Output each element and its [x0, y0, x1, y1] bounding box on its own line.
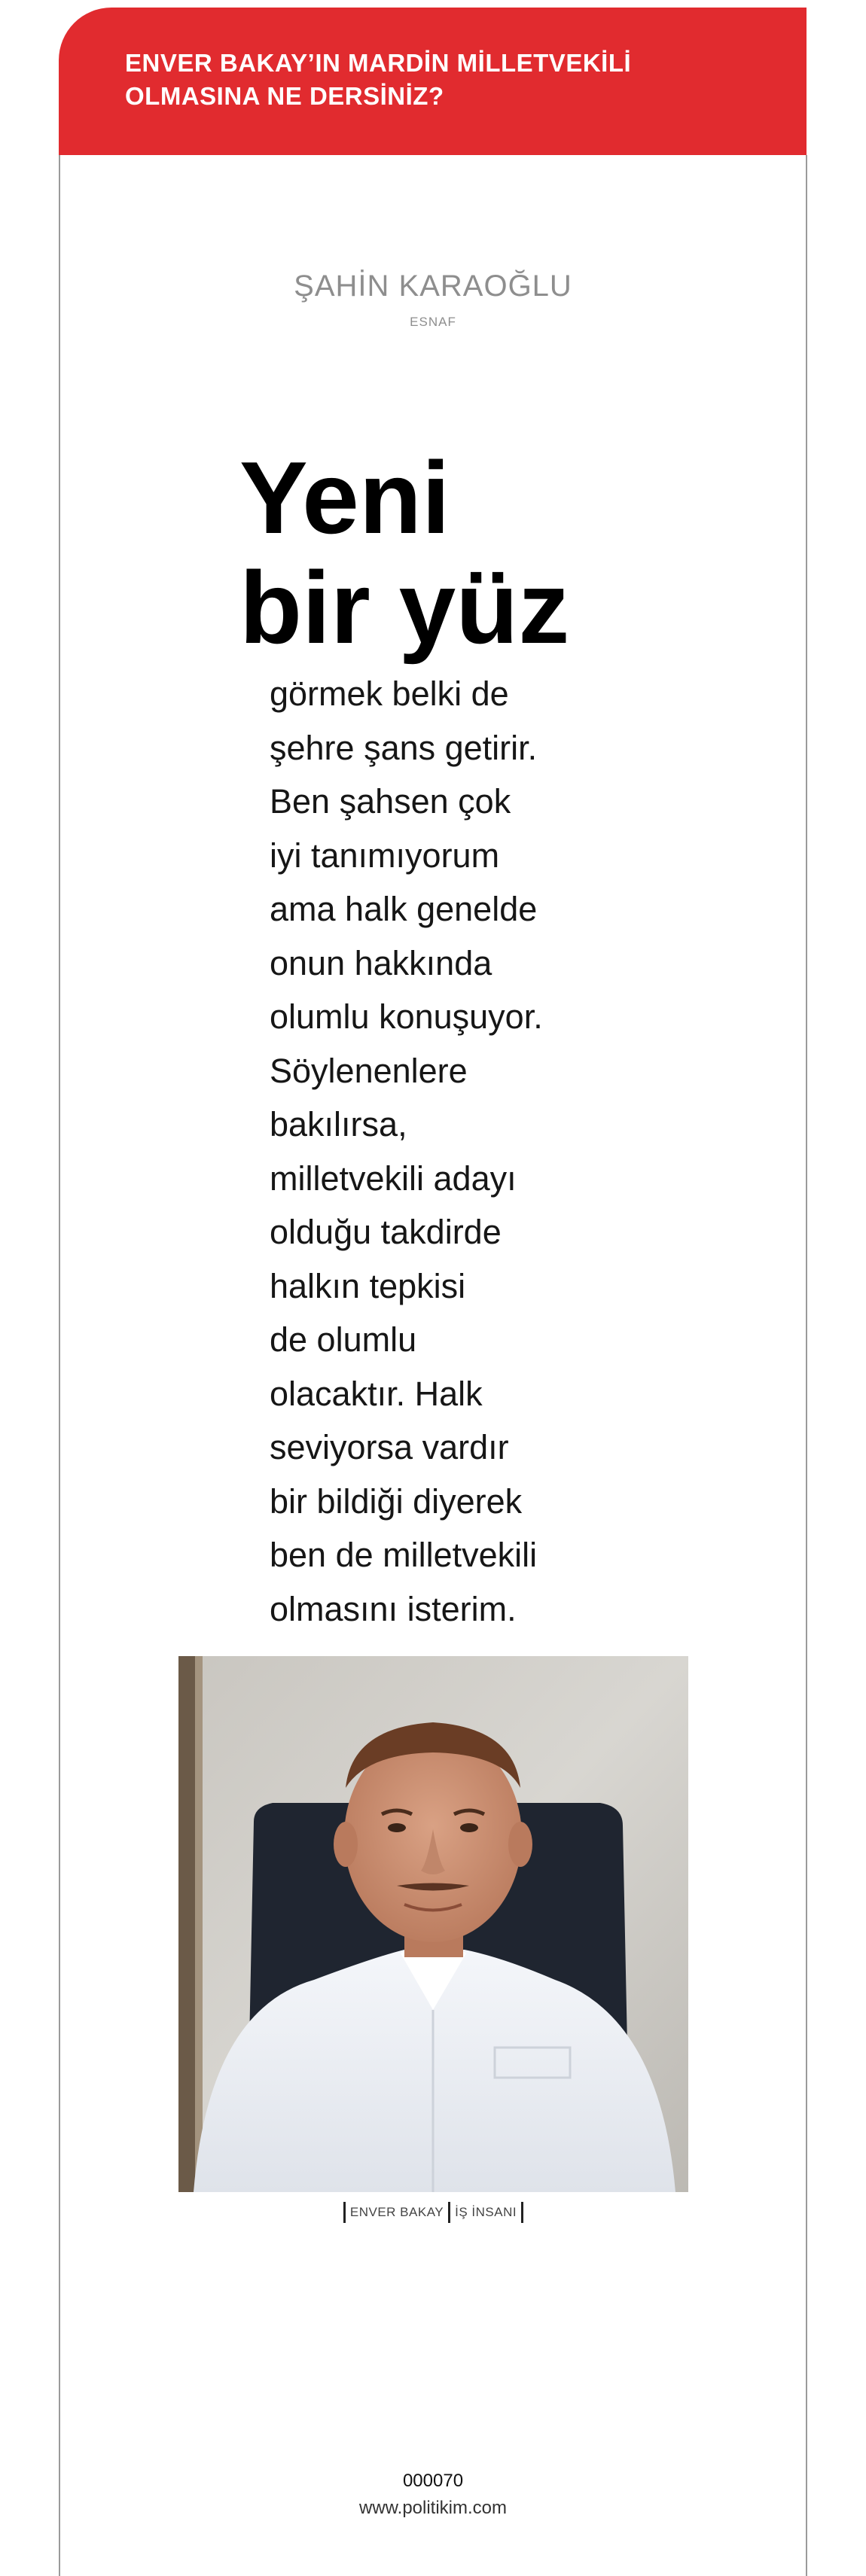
article-body: [270, 667, 601, 1636]
author-title: ESNAF: [410, 315, 456, 329]
body-line: olduğu takdirde: [270, 1213, 502, 1251]
lead-text: [239, 440, 570, 665]
author-name: ŞAHİN KARAOĞLU: [294, 269, 572, 303]
body-line: görmek belki de: [270, 674, 509, 713]
caption-divider: [448, 2202, 450, 2223]
body-line: Söylenenlere: [270, 1051, 468, 1090]
lead-line-1: Yeni: [239, 440, 450, 555]
headline-line-2: OLMASINA NE DERSİNİZ?: [125, 82, 444, 110]
headline-line-1: ENVER BAKAY’IN MARDİN MİLLETVEKİLİ: [125, 49, 632, 77]
body-line: olumlu konuşuyor.: [270, 997, 543, 1036]
website-link[interactable]: www.politikim.com: [358, 2498, 508, 2518]
caption-name: ENVER BAKAY: [349, 2205, 444, 2219]
body-line: onun hakkında: [270, 943, 492, 982]
portrait-photo: [178, 1656, 688, 2192]
body-line: olacaktır. Halk: [270, 1374, 483, 1413]
body-line: ben de milletvekili: [270, 1536, 538, 1574]
body-line: halkın tepkisi: [270, 1266, 466, 1305]
body-line: bir bildiği diyerek: [270, 1481, 523, 1521]
body-line: iyi tanımıyorum: [270, 836, 500, 875]
body-line: de olumlu: [270, 1320, 417, 1359]
body-line: ama halk genelde: [270, 890, 538, 928]
body-line: milletvekili adayı: [270, 1159, 517, 1198]
body-line: olmasını isterim.: [270, 1589, 517, 1628]
body-line: seviyorsa vardır: [270, 1428, 509, 1466]
header-banner: [59, 8, 807, 155]
caption-role: İŞ İNSANI: [455, 2205, 517, 2219]
body-line: şehre şans getirir.: [270, 728, 538, 767]
body-line: Ben şahsen çok: [270, 782, 511, 821]
caption-divider: [521, 2202, 523, 2223]
page-number: 000070: [402, 2471, 464, 2491]
right-border-rule: [806, 155, 807, 2576]
caption-divider: [343, 2202, 346, 2223]
lead-line-2: bir yüz: [239, 550, 570, 665]
headline: [125, 47, 765, 113]
photo-caption: [178, 2202, 688, 2223]
body-line: bakılırsa,: [270, 1105, 407, 1143]
left-border-rule: [59, 155, 60, 2576]
